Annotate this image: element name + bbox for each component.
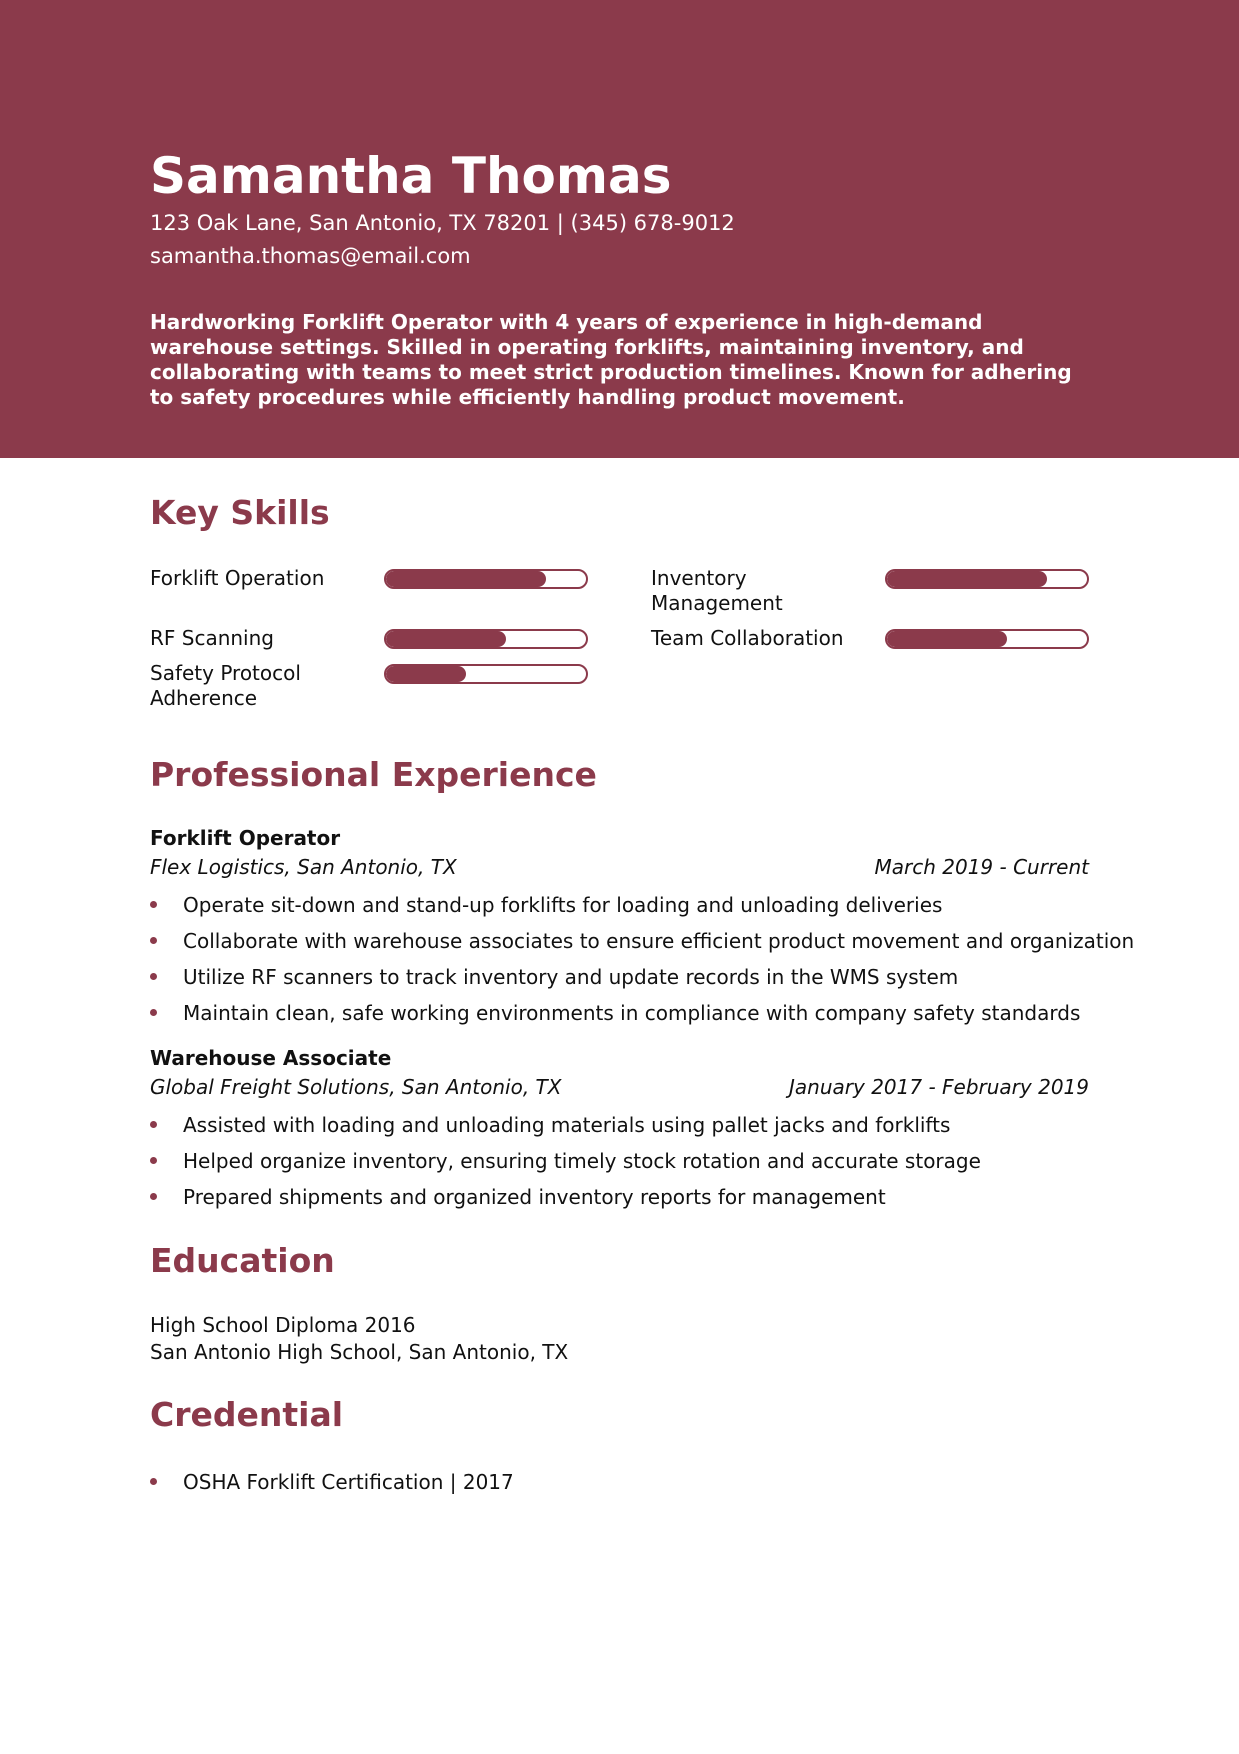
bullet-text: Assisted with loading and unloading materials using pallet jacks and forklifts — [183, 1113, 951, 1137]
skill-bar — [885, 629, 1089, 649]
job-company: Global Freight Solutions, San Antonio, TX — [150, 1075, 562, 1099]
bullet-icon — [150, 1478, 157, 1485]
skill-bar-fill — [386, 571, 546, 587]
skill-label: RF Scanning — [150, 626, 274, 650]
skill-label: Team Collaboration — [651, 626, 844, 650]
job-bullet-list — [150, 1113, 1100, 1221]
skill-bar-fill — [887, 571, 1047, 587]
bullet-icon — [150, 901, 157, 908]
skill-bar-fill — [887, 631, 1007, 647]
bullet-icon — [150, 1157, 157, 1164]
list-item — [150, 1113, 1100, 1149]
bullet-icon — [150, 937, 157, 944]
bullet-text: Operate sit-down and stand-up forklifts for loading and unloading deliveries — [183, 893, 943, 917]
list-item — [150, 965, 1100, 1001]
bullet-text: OSHA Forklift Certification | 2017 — [183, 1470, 514, 1494]
skill-bar-fill — [386, 666, 466, 682]
candidate-name: Samantha Thomas — [150, 147, 672, 205]
bullet-icon — [150, 1121, 157, 1128]
bullet-text: Collaborate with warehouse associates to ensure efficient product movement and organization — [183, 929, 1135, 953]
contact-email: samantha.thomas@email.com — [150, 244, 471, 268]
bullet-text: Prepared shipments and organized inventory reports for management — [183, 1185, 886, 1209]
credential-heading: Credential — [150, 1395, 344, 1434]
education-heading: Education — [150, 1241, 335, 1280]
skill-label: Forklift Operation — [150, 566, 325, 590]
bullet-icon — [150, 1193, 157, 1200]
professional-summary: Hardworking Forklift Operator with 4 years of experience in high-demand warehouse settings. Skilled in operating forklifts, maintaining inventory, and collaborating with teams to meet strict production timelines. Known for adhering to safety procedures while efficiently handling product movement. — [150, 310, 1072, 409]
job-title: Forklift Operator — [150, 826, 341, 850]
list-item — [150, 1001, 1100, 1037]
education-degree: High School Diploma 2016 — [150, 1313, 416, 1337]
header-banner — [0, 0, 1239, 458]
skill-label: Inventory Management — [651, 566, 783, 615]
list-item — [150, 1149, 1100, 1185]
skill-bar — [384, 664, 588, 684]
job-dates: January 2017 - February 2019 — [789, 1075, 1089, 1099]
bullet-icon — [150, 1009, 157, 1016]
list-item — [150, 1470, 1100, 1506]
job-title: Warehouse Associate — [150, 1046, 392, 1070]
job-dates: March 2019 - Current — [874, 855, 1089, 879]
list-item — [150, 1185, 1100, 1221]
skill-label: Safety Protocol Adherence — [150, 661, 301, 710]
job-bullet-list — [150, 893, 1135, 1037]
skill-bar-fill — [386, 631, 506, 647]
bullet-text: Helped organize inventory, ensuring timely stock rotation and accurate storage — [183, 1149, 981, 1173]
credential-list — [150, 1470, 1100, 1506]
bullet-text: Maintain clean, safe working environments in compliance with company safety standards — [183, 1001, 1081, 1025]
bullet-icon — [150, 973, 157, 980]
skill-bar — [885, 569, 1089, 589]
list-item — [150, 929, 1135, 965]
job-company: Flex Logistics, San Antonio, TX — [150, 855, 457, 879]
skills-heading: Key Skills — [150, 493, 330, 532]
list-item — [150, 893, 1100, 929]
bullet-text: Utilize RF scanners to track inventory and update records in the WMS system — [183, 965, 959, 989]
education-school: San Antonio High School, San Antonio, TX — [150, 1340, 569, 1364]
skill-bar — [384, 629, 588, 649]
experience-heading: Professional Experience — [150, 755, 597, 794]
contact-address-phone: 123 Oak Lane, San Antonio, TX 78201 | (345) 678-9012 — [150, 211, 735, 235]
skill-bar — [384, 569, 588, 589]
